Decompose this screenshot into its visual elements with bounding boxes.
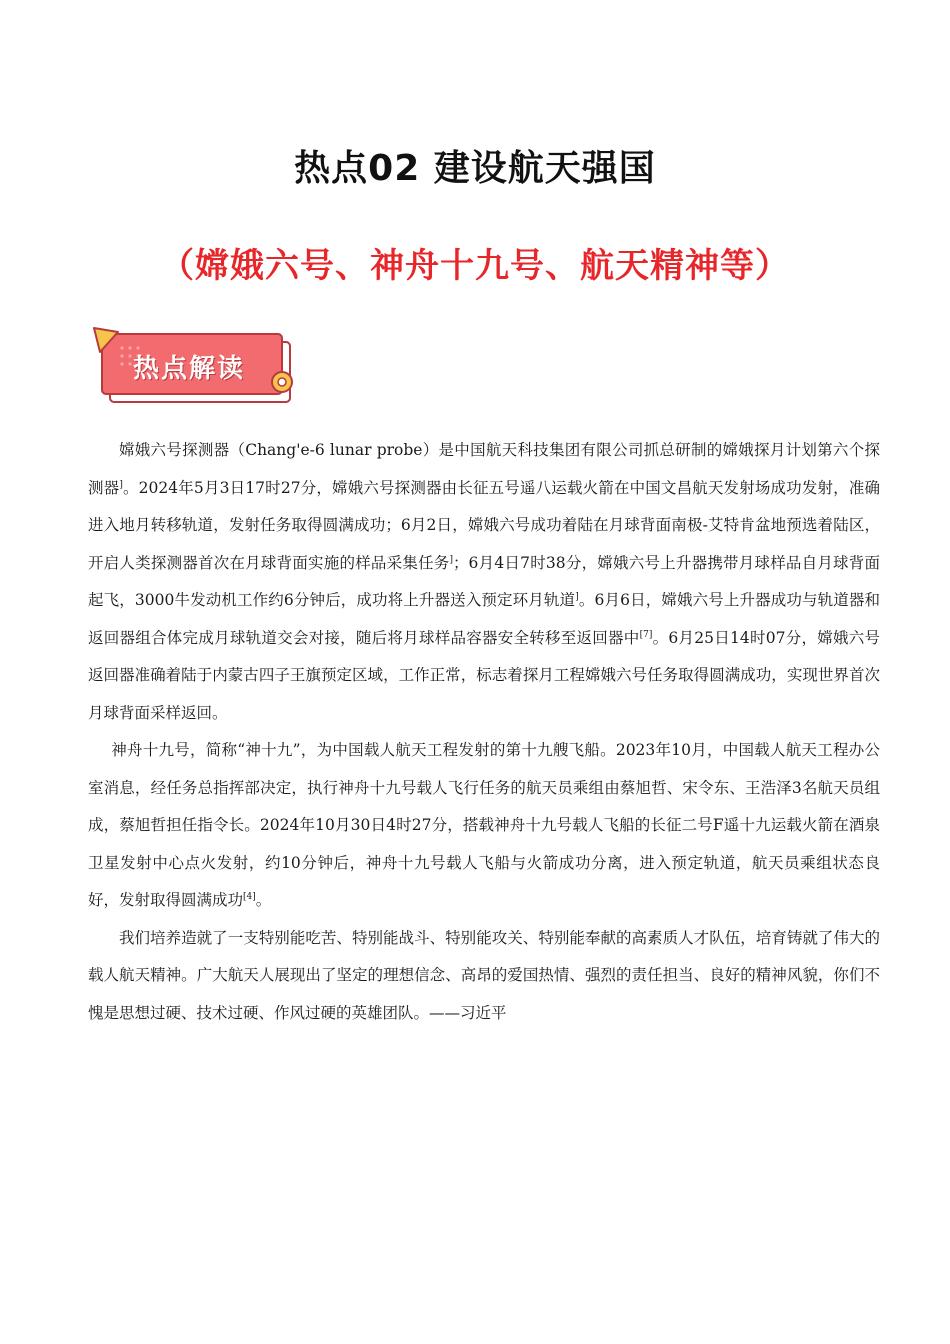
- page-title: 热点02 建设航天强国: [294, 148, 656, 189]
- paragraph-text: ；6月4日7时38分，嫦娥六号上升器携带月球样品自月球背面起飞，3000牛发动机工作约6分钟后，成功将上升器送入预定环月轨道: [88, 553, 880, 609]
- paragraph-change6: [88, 432, 880, 732]
- article-body: [88, 432, 880, 1032]
- paragraph-shenzhou19: [88, 732, 880, 920]
- paragraph-text: 嫦娥六号探测器（Chang'e-6 lunar probe）是中国航天科技集团有限公司抓总研制的嫦娥探月计划第六个探测器: [88, 441, 880, 497]
- section-badge: [92, 326, 302, 410]
- paragraph-text: 。6月25日14时07分，嫦娥六号返回器准确着陆于内蒙古四子王旗预定区域，工作正常，标志着探月工程嫦娥六号任务取得圆满成功，实现世界首次月球背面采样返回。: [88, 628, 880, 722]
- reference-marker: ]: [119, 479, 123, 490]
- page-subtitle: （嫦娥六号、神舟十九号、航天精神等）: [160, 246, 790, 286]
- paragraph-text: 。: [255, 891, 272, 909]
- badge-ring-inner: [278, 378, 286, 386]
- badge-label: 热点解读: [132, 354, 245, 384]
- paragraph-text: 神舟十九号，简称“神十九”，为中国载人航天工程发射的第十九艘飞船。2023年10月，中国载人航天工程办公室消息，经任务总指挥部决定，执行神舟十九号载人飞行任务的航天员乘组由蔡旭哲、宋令东、王浩泽3名航天员组成，蔡旭哲担任指令长。2024年10月30日4时27分，搭载神舟十九号载人飞船的长征二号F遥十九运载火箭在酒泉卫星发射中心点火发射，约10分钟后，神舟十九号载人飞船与火箭成功分离，进入预定轨道，航天员乘组状态良好，发射取得圆满成功: [88, 741, 880, 909]
- paragraph-text: 。6月6日，嫦娥六号上升器成功与轨道器和返回器组合体完成月球轨道交会对接，随后将月球样品容器安全转移至返回器中: [88, 591, 881, 647]
- reference-marker: ]: [449, 554, 454, 565]
- paragraph-text: 。2024年5月3日17时27分，嫦娥六号探测器由长征五号遥八运载火箭在中国文昌航天发射场成功发射，准确进入地月转移轨道，发射任务取得圆满成功；6月2日，嫦娥六号成功着陆在月球背面南极-艾特肯盆地预选着陆区，开启人类探测器首次在月球背面实施的样品采集任务: [88, 478, 880, 572]
- paragraph-text: 我们培养造就了一支特别能吃苦、特别能战斗、特别能攻关、特别能奉献的高素质人才队伍，培育铸就了伟大的载人航天精神。广大航天人展现出了坚定的理想信念、高昂的爱国热情、强烈的责任担当、良好的精神风貌，你们不愧是思想过硬、技术过硬、作风过硬的英雄团队。——习近平: [88, 928, 880, 1022]
- reference-marker: [4]: [243, 891, 256, 902]
- reference-marker: ]: [575, 591, 579, 602]
- reference-marker: [7]: [639, 629, 653, 640]
- paragraph-quote: [88, 920, 880, 1033]
